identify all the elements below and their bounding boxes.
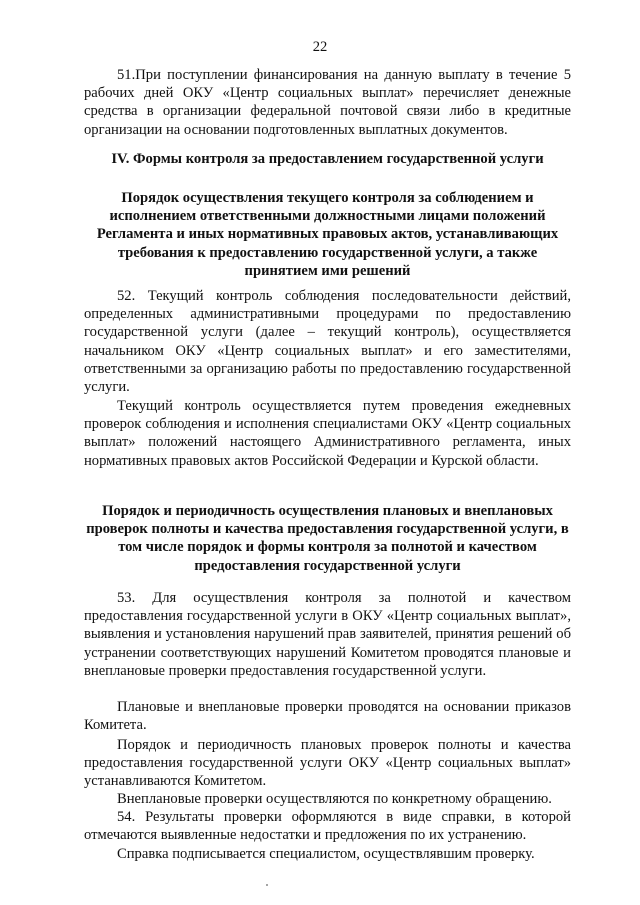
paragraph-53-periodicity: Порядок и периодичность плановых проверок полноты и качества предоставления государственной услуги ОКУ «Центр социальных выплат» устанавливаются Комитетом. (84, 737, 571, 790)
paragraph-54-signature: Справка подписывается специалистом, осуществлявшим проверку. (117, 846, 535, 862)
paragraph-52: 52. Текущий контроль соблюдения последовательности действий, определенных административными процедурами по предоставлению государственной услуги (далее – текущий контроль), осуществляется начальником ОКУ «Центр социальных выплат» и его заместителями, ответственными за организацию работы по предоставлению государственной услуги. (84, 288, 571, 396)
scan-speck (266, 884, 268, 886)
paragraph-53: 53. Для осуществления контроля за полнотой и качеством предоставления государственной услуги в ОКУ «Центр социальных выплат», выявления и установления нарушений прав заявителей, принятия решений об устранении соответствующих нарушений Комитетом проводятся плановые и внеплановые проверки предоставления государственной услуги. (84, 590, 571, 679)
page-number: 22 (312, 39, 328, 55)
paragraph-51: 51.При поступлении финансирования на данную выплату в течение 5 рабочих дней ОКУ «Центр социальных выплат» перечисляет денежные средства в организации федеральной почтовой связи либо в кредитные организации на основании подготовленных выплатных документов. (84, 67, 571, 138)
paragraph-54: 54. Результаты проверки оформляются в виде справки, в которой отмечаются выявленные недостатки и предложения по их устранению. (84, 809, 571, 844)
paragraph-53-unscheduled: Внеплановые проверки осуществляются по конкретному обращению. (117, 791, 552, 807)
heading-current-control: Порядок осуществления текущего контроля за соблюдением и исполнением ответственными должностными лицами положений Регламента и иных нормативных правовых актов, устанавливающих требования к предоставлению государственной услуги, а также принятием ими решений (96, 190, 559, 279)
paragraph-53-orders: Плановые и внеплановые проверки проводятся на основании приказов Комитета. (84, 699, 571, 734)
paragraph-52-continued: Текущий контроль осуществляется путем проведения ежедневных проверок соблюдения и исполнения специалистами ОКУ «Центр социальных выплат» положений настоящего Административного регламента, иных нормативных правовых актов Российской Федерации и Курской области. (84, 398, 571, 469)
heading-inspections: Порядок и периодичность осуществления плановых и внеплановых проверок полноты и качества предоставления государственной услуги, в том числе порядок и формы контроля за полнотой и качеством предоставления государственной услуги (86, 503, 569, 574)
section-iv-title: IV. Формы контроля за предоставлением государственной услуги (111, 151, 544, 167)
